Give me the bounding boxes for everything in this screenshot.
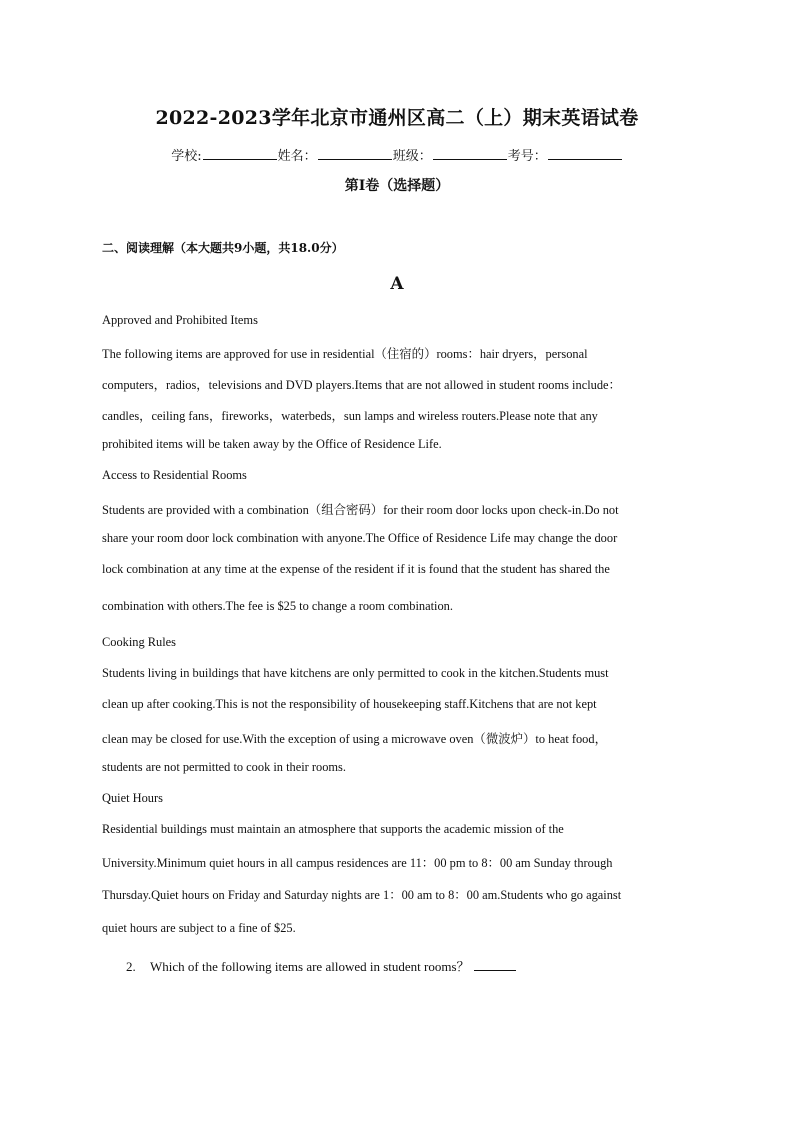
name-label: 姓名：: [277, 149, 317, 164]
exam-title: 2022-2023学年北京市通州区高二（上）期末英语试卷: [155, 107, 639, 129]
passage-line: Thursday.Quiet hours on Friday and Saturday nights are 1：00 am to 8：00 am.Students who go against: [102, 888, 622, 902]
passage-line: combination with others.The fee is $25 to change a room combination.: [102, 599, 453, 613]
passage-line: share your room door lock combination with anyone.The Office of Residence Life may change the door: [102, 531, 618, 545]
section-heading: 二、阅读理解（本大题共9小题，共18.0分）: [102, 241, 344, 255]
passage-line: University.Minimum quiet hours in all campus residences are 11：00 pm to 8：00 am Sunday through: [102, 856, 613, 870]
passage-line: prohibited items will be taken away by the Office of Residence Life.: [102, 437, 442, 451]
passage-line: Students living in buildings that have kitchens are only permitted to cook in the kitchen.Students must: [102, 666, 609, 680]
class-blank[interactable]: [433, 147, 507, 160]
passage-subheading: Quiet Hours: [102, 791, 163, 805]
question-2: [126, 956, 516, 975]
passage-subheading: Approved and Prohibited Items: [102, 313, 258, 327]
school-blank[interactable]: [203, 147, 277, 160]
question-text: Which of the following items are allowed in student rooms？: [150, 959, 470, 974]
passage-line: lock combination at any time at the expense of the resident if it is found that the student has shared the: [102, 562, 610, 576]
part-title: 第I卷（选择题）: [344, 178, 450, 194]
class-label: 班级：: [392, 149, 432, 164]
passage-line: computers，radios，televisions and DVD players.Items that are not allowed in student rooms include：: [102, 378, 621, 392]
passage-subheading: Access to Residential Rooms: [102, 468, 247, 482]
passage-line: students are not permitted to cook in their rooms.: [102, 760, 346, 774]
student-info-line: [0, 145, 794, 164]
number-label: 考号：: [507, 149, 547, 164]
passage-subheading: Cooking Rules: [102, 635, 177, 649]
passage-line: clean may be closed for use.With the exception of using a microwave oven（微波炉）to heat food，: [102, 732, 607, 746]
passage-line: Residential buildings must maintain an atmosphere that supports the academic mission of the: [102, 822, 564, 836]
passage-line: Students are provided with a combination（组合密码）for their room door locks upon check-in.Do not: [102, 503, 619, 517]
passage-line: clean up after cooking.This is not the responsibility of housekeeping staff.Kitchens that are not kept: [102, 697, 597, 711]
passage-letter: A: [390, 274, 404, 294]
passage-line: candles，ceiling fans，fireworks，waterbeds，sun lamps and wireless routers.Please note that any: [102, 409, 598, 423]
number-blank[interactable]: [548, 147, 622, 160]
answer-blank[interactable]: [474, 960, 516, 971]
passage-line: The following items are approved for use in residential（住宿的）rooms：hair dryers，personal: [102, 347, 588, 361]
name-blank[interactable]: [318, 147, 392, 160]
passage-line: quiet hours are subject to a fine of $25.: [102, 921, 296, 935]
school-label: 学校:: [171, 149, 202, 164]
question-number: 2.: [126, 959, 136, 974]
